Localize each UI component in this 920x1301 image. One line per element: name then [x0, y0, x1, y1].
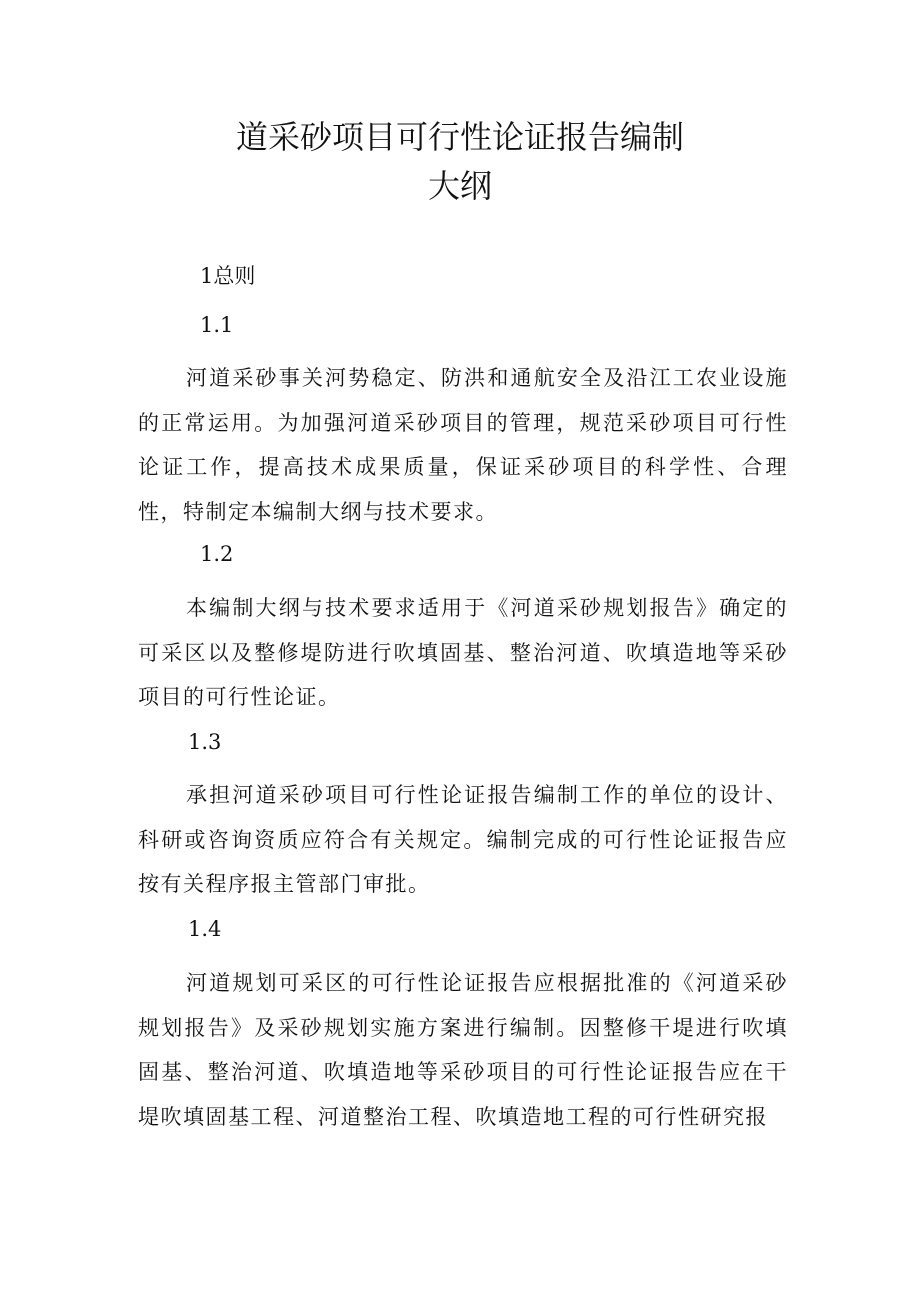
- paragraph-1-2: 本编制大纲与技术要求适用于《河道采砂规划报告》确定的可采区以及整修堤防进行吹填固基、整治河道、吹填造地等采砂项目的可行性论证。: [138, 596, 788, 709]
- subsection-number-1-4: 1.4: [188, 917, 222, 941]
- document-title-line-2: 大纲: [427, 167, 492, 205]
- subsection-number-1-3: 1.3: [188, 730, 222, 754]
- paragraph-1-4: 河道规划可采区的可行性论证报告应根据批准的《河道采砂规划报告》及采砂规划实施方案进行编制。因整修干堤进行吹填固基、整治河道、吹填造地等采砂项目的可行性论证报告应在干堤吹填固基工程、河道整治工程、吹填造地工程的可行性研究报: [138, 971, 788, 1129]
- paragraph-1-1: 河道采砂事关河势稳定、防洪和通航安全及沿江工农业设施的正常运用。为加强河道采砂项目的管理，规范采砂项目可行性论证工作，提高技术成果质量，保证采砂项目的科学性、合理性，特制定本编制大纲与技术要求。: [138, 366, 788, 524]
- section-heading-general: 1总则: [200, 264, 256, 288]
- paragraph-1-3: 承担河道采砂项目可行性论证报告编制工作的单位的设计、科研或咨询资质应符合有关规定。编制完成的可行性论证报告应按有关程序报主管部门审批。: [138, 783, 788, 896]
- subsection-number-1-2: 1.2: [200, 542, 234, 566]
- document-title-line-1: 道采砂项目可行性论证报告编制: [235, 118, 684, 156]
- subsection-number-1-1: 1.1: [200, 313, 234, 337]
